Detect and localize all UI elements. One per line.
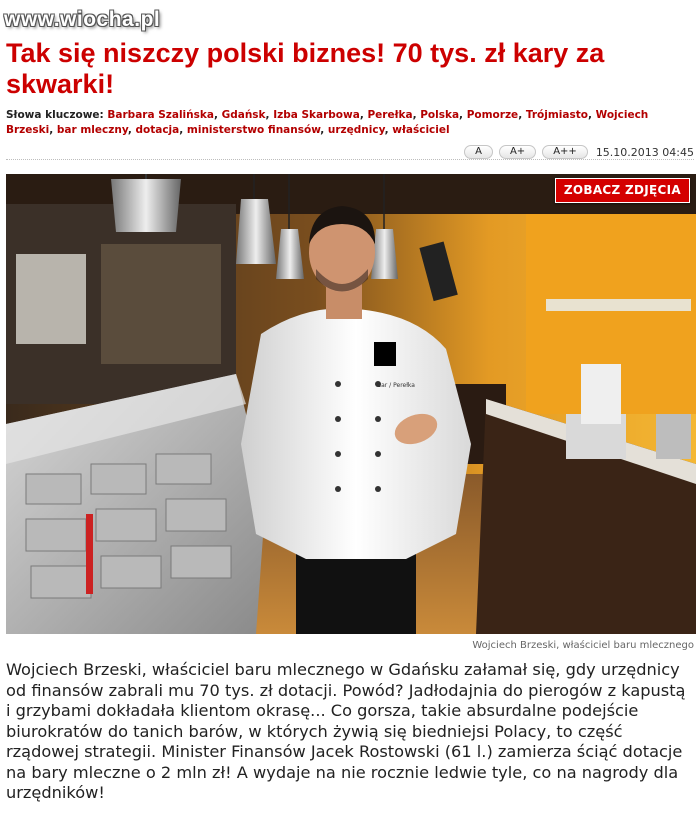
- keyword-link[interactable]: Trójmiasto: [525, 109, 588, 121]
- keyword-link[interactable]: Barbara Szalińska: [107, 109, 214, 121]
- article-body: Wojciech Brzeski, właściciel baru mlecznego w Gdańsku załamał się, gdy urzędnicy od finansów zabrali mu 70 tys. zł dotacji. Powód? Jadłodajnia do pierogów z kapustą i grzybami dokładała klientom okrasę... Co gorsza, takie absurdalne podejście biurokratów do tanich barów, w których żywią się biedniejsi Polacy, to część rządowej strategii. Minister Finansów Jacek Rostowski (61 l.) zamierza ściąć dotacje na bary mleczne o 2 mln zł! A wydaje na nie rocznie ledwie tyle, co na nagrody dla urzędników!: [6, 660, 686, 802]
- keyword-link[interactable]: urzędnicy: [327, 124, 385, 136]
- keyword-link[interactable]: Perełka: [367, 109, 413, 121]
- keywords-section: [6, 108, 694, 138]
- font-size-toolbar: [464, 145, 694, 159]
- font-larger-button[interactable]: A+: [499, 145, 536, 159]
- keyword-separator: ,: [265, 109, 270, 121]
- keyword-separator: ,: [412, 109, 417, 121]
- article-photo[interactable]: [6, 174, 696, 634]
- keyword-separator: ,: [459, 109, 464, 121]
- site-watermark: www.wiocha.pl: [4, 8, 161, 31]
- keyword-link[interactable]: właściciel: [392, 124, 450, 136]
- keyword-link[interactable]: Polska: [420, 109, 460, 121]
- font-largest-button[interactable]: A++: [542, 145, 588, 159]
- keyword-link[interactable]: bar mleczny: [56, 124, 128, 136]
- keyword-link[interactable]: Wojciech Brzeski: [6, 109, 649, 136]
- keyword-link[interactable]: dotacja: [135, 124, 180, 136]
- keyword-link[interactable]: Gdańsk: [221, 109, 266, 121]
- keyword-separator: ,: [49, 124, 54, 136]
- keyword-separator: ,: [127, 124, 132, 136]
- keywords-label: Słowa kluczowe:: [6, 109, 104, 121]
- apron-badge: Bar / Perełka: [377, 382, 415, 389]
- keyword-separator: ,: [518, 109, 523, 121]
- keyword-link[interactable]: Pomorze: [466, 109, 519, 121]
- keyword-separator: ,: [587, 109, 592, 121]
- keyword-separator: ,: [179, 124, 184, 136]
- keyword-separator: ,: [213, 109, 218, 121]
- separator: [6, 159, 694, 160]
- keyword-separator: ,: [359, 109, 364, 121]
- article-title: Tak się niszczy polski biznes! 70 tys. zł kary za skwarki!: [6, 38, 605, 99]
- keyword-separator: ,: [384, 124, 389, 136]
- keyword-link[interactable]: Izba Skarbowa: [273, 109, 360, 121]
- see-photos-button[interactable]: ZOBACZ ZDJĘCIA: [555, 178, 690, 203]
- photo-caption: Wojciech Brzeski, właściciel baru mlecznego: [472, 640, 694, 651]
- photo-illustration: [6, 174, 696, 634]
- publish-date: 15.10.2013 04:45: [595, 145, 694, 159]
- font-normal-button[interactable]: A: [464, 145, 493, 159]
- keyword-link[interactable]: ministerstwo finansów: [186, 124, 321, 136]
- keyword-separator: ,: [320, 124, 325, 136]
